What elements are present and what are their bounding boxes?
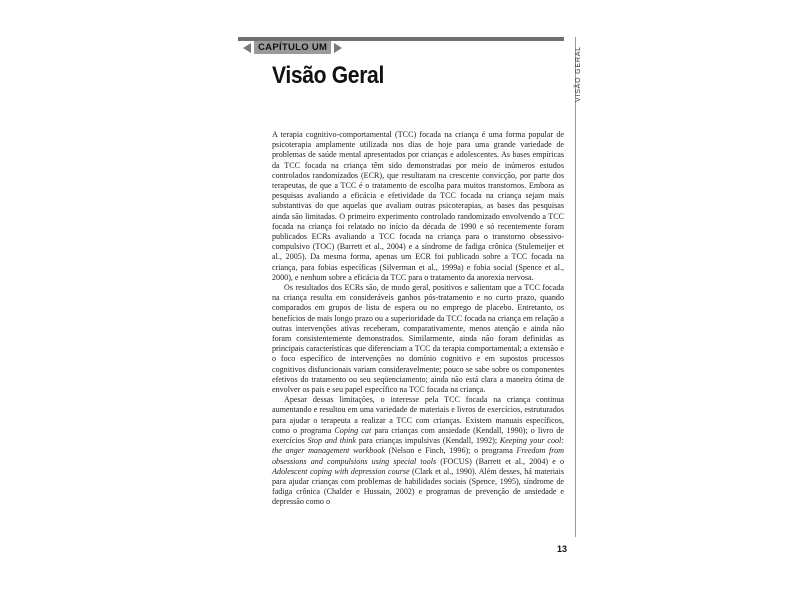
paragraph-3-text-a: Apesar dessas limitações, o interesse pela TCC focada na criança continua aumentando e resultou em uma variedade de materiais e livros de exercícios, estruturados para ajudar o terapeuta a realizar a TCC com crianças. Existem manuais específicos, como o programa — [272, 395, 564, 435]
paragraph-1: A terapia cognitivo-comportamental (TCC) focada na criança é uma forma popular de psicoterapia amplamente utilizada nos dias de hoje para uma grande variedade de problemas de saúde mental apresentados por crianças e adolescentes. As bases empíricas da TCC focada na criança têm sido demonstradas por meio de inúmeros estudos controlados randomizados (ECR), que resultaram na crescente convicção, por parte dos terapeutas, de que a TCC é o tratamento de escolha para muitos transtornos. Embora as pesquisas avaliando a eficácia e efetividade da TCC focada na criança sejam mais substantivas do que aquelas que avaliam outras psicoterapias, as bases das pesquisas ainda são limitadas. O primeiro experimento controlado randomizado envolvendo a TCC focada na criança foi relatado no início da década de 1990 e só recentemente foram publicados ECRs avaliando a TCC focada na criança para o transtorno obsessivo-compulsivo (TOC) (Barrett et al., 2004) e a síndrome de fadiga crônica (Stulemeijer et al., 2005). Da mesma forma, apenas um ECR foi publicado sobre a TCC focada na criança, para fobias específicas (Silverman et al., 1999a) e fobia social (Spence et al., 2000), e nenhum sobre a eficácia da TCC para o tratamento da anorexia nervosa. — [272, 130, 564, 282]
title-coping-cat: Coping cat — [334, 425, 372, 435]
chapter-tag — [243, 41, 342, 54]
title-freedom-from-obsessions: Freedom from obsessions and compulsions using special tools — [272, 446, 565, 466]
margin-rule — [575, 37, 576, 537]
paragraph-3 — [272, 395, 564, 507]
title-stop-and-think: Stop and think — [307, 436, 356, 446]
paragraph-3-text-c: para crianças com ansiedade (Kendall, 1990); o livro de exercícios — [272, 425, 564, 446]
page-title: Visão Geral — [272, 62, 384, 89]
title-adolescent-coping: Adolescent coping with depression course — [272, 466, 410, 476]
paragraph-3-text-e: para crianças impulsivas (Kendall, 1992); — [356, 436, 500, 446]
paragraph-3-text-i: (FOCUS) (Barrett et al., 2004) e o — [436, 456, 564, 466]
running-head — [575, 46, 587, 102]
running-head-text: VISÃO GERAL — [575, 46, 582, 102]
triangle-left-icon — [243, 43, 251, 53]
body-text — [272, 130, 564, 508]
page-number: 13 — [557, 544, 568, 554]
title-keeping-your-cool: Keeping your cool: the anger management workbook — [272, 436, 564, 456]
chapter-label: CAPÍTULO UM — [254, 41, 331, 54]
paragraph-2: Os resultados dos ECRs são, de modo geral, positivos e salientam que a TCC focada na criança resulta em consideráveis ganhos pós-tratamento e no curto prazo, quando comparados em grupos de lista de espera ou no emprego de placebo. Entretanto, os benefícios de mais longo prazo ou a superioridade da TCC focada na criança em relação a outras intervenções ativas receberam, comparativamente, menos atenção e ainda não foram consistentemente demonstrados. Similarmente, ainda não foram definidas as principais características que diferenciam a TCC da terapia comportamental; a extensão e o foco específico de intervenções no domínio cognitivo e em supostos processos cognitivos disfuncionais variam consideravelmente; pouco se sabe sobre os componentes efetivos do tratamento ou seu seqüenciamento; ainda não está clara a maneira ótima de envolver os pais e seu papel específico na TCC focada na criança. — [272, 283, 564, 395]
paragraph-3-text-g: (Nelson e Finch, 1996); o programa — [385, 446, 517, 456]
paragraph-3-text-k: (Clark et al., 1990). Além desses, há materiais para ajudar crianças com problemas de habilidades sociais (Spence, 1995), síndrome de fadiga crônica (Chalder e Hussain, 2002) e programas de prevenção de ansiedade e depressão como o — [272, 466, 565, 507]
triangle-right-icon — [334, 43, 342, 53]
